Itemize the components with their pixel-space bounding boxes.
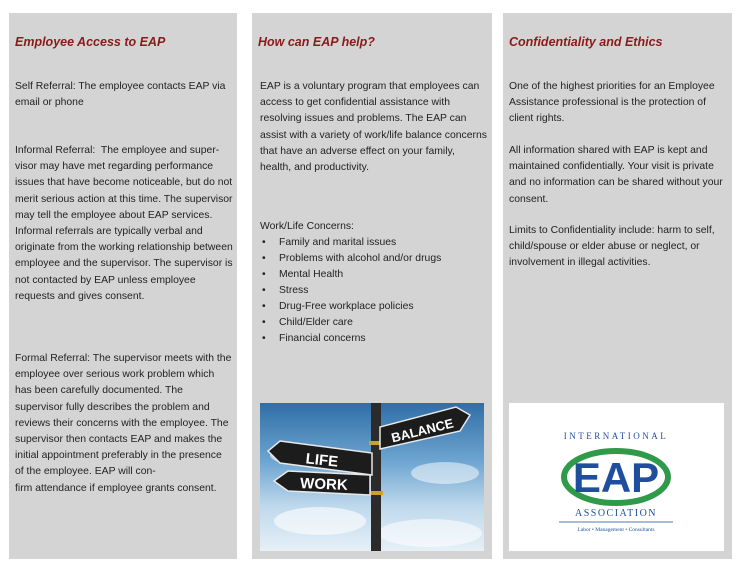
life-work-balance-signpost-photo (260, 403, 484, 551)
confidentiality-limits-text: Limits to Confidentiality include: harm to self, child/spouse or elder abuse or neglect, or involvement in illegal activities. (509, 225, 715, 269)
formal-referral-end: firm attendance if employee grants consent. (15, 482, 217, 494)
heading-how-eap-helps: How can EAP help? (258, 35, 375, 49)
balance-sign-label: BALANCE (389, 415, 456, 446)
list-item: • Child/Elder care (260, 315, 486, 331)
informal-referral-text (15, 143, 233, 305)
list-item: • Stress (260, 283, 486, 299)
list-item: • Mental Health (260, 267, 486, 283)
confidentiality-text-2: All information shared with EAP is kept and maintained confidentially. Your visit is private and no information can be shared without your consent. (509, 145, 723, 205)
column-employee-access (9, 13, 237, 559)
formal-referral-text (15, 351, 233, 497)
concerns-list (260, 235, 486, 347)
list-item: • Family and marital issues (260, 235, 486, 251)
column-confidentiality (503, 13, 732, 559)
logo-top-text: INTERNATIONAL (563, 431, 669, 441)
logo-tagline: Labor • Management • Consultants (577, 527, 655, 533)
confidentiality-text-1: One of the highest priorities for an Employee Assistance professional is the protection of client rights. (509, 81, 715, 125)
pole-bracket (369, 491, 383, 495)
formal-referral-main: Formal Referral: The supervisor meets with the employee over serious work problem which has been carefully documented. The supervisor fully describes the problem and reviews their concerns with the employee. The supervisor then contacts EAP and makes the initial appointment preferably in the presence of the employee. EAP will con- (15, 353, 232, 478)
logo-main-text: EAP (572, 454, 660, 501)
cloud (378, 519, 482, 547)
eap-intro-text: EAP is a voluntary program that employees can access to get confidential assistance with resolving issues and problems. The EAP can assist with a variety of work/life balance concerns that have an adverse effect on your family, health, and productivity. (260, 81, 487, 174)
logo-bottom-text: ASSOCIATION (574, 508, 658, 519)
cloud (411, 462, 479, 484)
list-item: • Financial concerns (260, 331, 486, 347)
heading-employee-access: Employee Access to EAP (15, 35, 166, 49)
work-sign-label: WORK (299, 475, 348, 494)
eap-logo-graphic (509, 403, 724, 551)
sign-pole (371, 403, 381, 551)
list-item: • Drug-Free workplace policies (260, 299, 486, 315)
life-sign-label: LIFE (304, 450, 339, 471)
cloud (274, 507, 366, 535)
informal-referral-line1: Informal Referral: The employee and super- (15, 145, 220, 156)
concerns-title: Work/Life Concerns: (260, 221, 354, 232)
eap-association-logo (509, 403, 724, 551)
self-referral-text: Self Referral: The employee contacts EAP via email or phone (15, 81, 226, 109)
list-item: • Problems with alcohol and/or drugs (260, 251, 486, 267)
column-how-eap-helps (252, 13, 492, 559)
heading-confidentiality: Confidentiality and Ethics (509, 35, 663, 49)
informal-referral-rest: visor may have met regarding performance issues that have become noticeable, but do not merit serious action at this time. The supervisor may tell the employee about EAP services. Informal referrals are typically verbal and originate from the working relationship between employee and the supervisor. The supervisor is not contacted by EAP unless employee requests and gives consent. (15, 161, 233, 302)
signpost-illustration (260, 403, 484, 551)
